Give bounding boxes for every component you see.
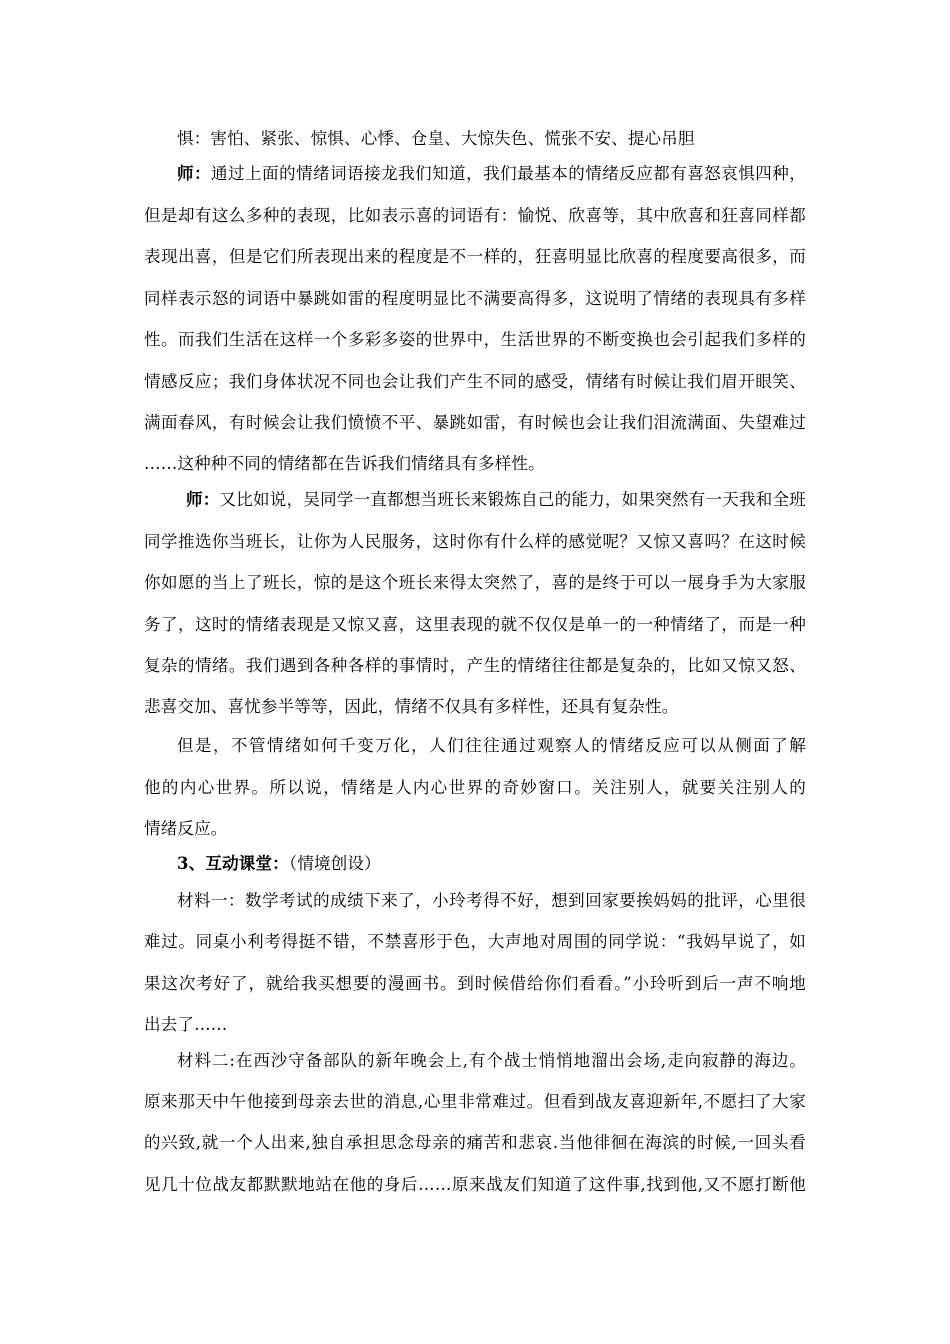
material-two-line: 见几十位战友都默默地站在他的身后……原来战友们知道了这件事,找到他,又不愿打断他 [144, 1175, 806, 1194]
material-two-line: 的兴致,就一个人出来,独自承担思念母亲的痛苦和悲哀.当他徘徊在海滨的时候,一回头看 [144, 1133, 806, 1152]
paragraph-line: 他的内心世界。所以说，情绪是人内心世界的奇妙窗口。关注别人，就要关注别人的 [144, 778, 806, 797]
paragraph-line: 但是，不管情绪如何千变万化，人们往往通过观察人的情绪反应可以从侧面了解 [177, 736, 806, 755]
teacher-paragraph-2-line-1 [186, 489, 806, 511]
paragraph-line: 情感反应；我们身体状况不同也会让我们产生不同的感受，情绪有时候让我们眉开眼笑、 [144, 372, 806, 391]
paragraph-line: 性。而我们生活在这样一个多彩多姿的世界中，生活世界的不断变换也会引起我们多样的 [144, 330, 806, 349]
paragraph-line: 同学推选你当班长，让你为人民服务，这时你有什么样的感觉呢？又惊又喜吗？在这时候 [144, 532, 806, 551]
paragraph-line: 表现出喜，但是它们所表现出来的程度是不一样的，狂喜明显比欣喜的程度要高很多，而 [144, 247, 806, 266]
paragraph-line: 务了，这时的情绪表现是又惊又喜，这里表现的就不仅仅是单一的一种情绪了，而是一种 [144, 615, 806, 634]
teacher-label: 师： [186, 490, 220, 509]
section-heading [177, 853, 381, 875]
paragraph-line: 但是却有这么多种的表现，比如表示喜的词语有：愉悦、欣喜等，其中欣喜和狂喜同样都 [144, 206, 806, 225]
material-one-line: 果这次考好了，就给我买想要的漫画书。到时候借给你们看看。”小玲听到后一声不响地 [144, 974, 806, 993]
paragraph-line: 你如愿的当上了班长，惊的是这个班长来得太突然了，喜的是终于可以一展身手为大家服 [144, 573, 806, 592]
material-two-line: 材料二:在西沙守备部队的新年晚会上,有个战士悄悄地溜出会场,走向寂静的海边。 [177, 1051, 806, 1070]
section-heading-label: 3、互动课堂： [177, 854, 289, 873]
paragraph-line: ……这种种不同的情绪都在告诉我们情绪具有多样性。 [144, 454, 545, 473]
paragraph-line: 情绪反应。 [144, 819, 228, 838]
paragraph-line: 同样表示怒的词语中暴跳如雷的程度明显比不满要高得多，这说明了情绪的表现具有多样 [144, 289, 806, 308]
material-one-line: 材料一：数学考试的成绩下来了，小玲考得不好，想到回家要挨妈妈的批评，心里很 [177, 891, 806, 910]
teacher-paragraph-2-text: 又比如说，吴同学一直都想当班长来锻炼自己的能力，如果突然有一天我和全班 [219, 490, 807, 509]
teacher-paragraph-1-line-1 [177, 163, 806, 185]
material-two-line: 原来那天中午他接到母亲去世的消息,心里非常难过。但看到战友喜迎新年,不愿扫了大家 [144, 1092, 806, 1111]
teacher-label: 师： [177, 164, 212, 183]
teacher-paragraph-1-text: 通过上面的情绪词语接龙我们知道，我们最基本的情绪反应都有喜怒哀惧四种， [211, 164, 807, 183]
section-heading-note: （情境创设） [288, 854, 381, 873]
paragraph-line: 复杂的情绪。我们遇到各种各样的事情时，产生的情绪往往都是复杂的，比如又惊又怒、 [144, 656, 806, 675]
fear-vocabulary-line: 惧：害怕、紧张、惊惧、心悸、仓皇、大惊失色、慌张不安、提心吊胆 [177, 129, 695, 148]
paragraph-line: 满面春风，有时候会让我们愤愤不平、暴跳如雷，有时候也会让我们泪流满面、失望难过 [144, 413, 806, 432]
material-one-line: 难过。同桌小利考得挺不错，不禁喜形于色，大声地对周围的同学说：“我妈早说了，如 [144, 932, 806, 951]
material-one-line: 出去了…… [144, 1015, 228, 1034]
paragraph-line: 悲喜交加、喜忧参半等等，因此，情绪不仅具有多样性，还具有复杂性。 [144, 697, 679, 716]
